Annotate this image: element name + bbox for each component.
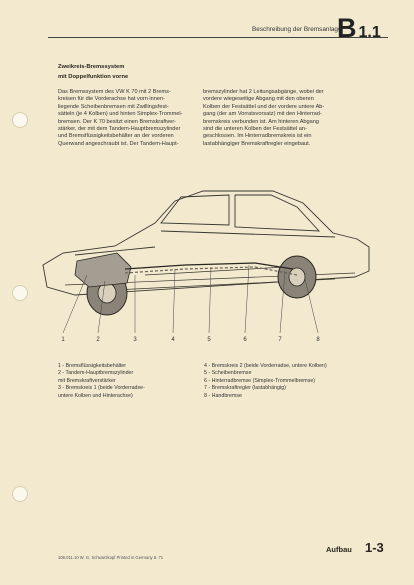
body-line: Das Bremssystem des VW K 70 mit 2 Brems- <box>58 89 171 95</box>
callout-number: 4 <box>171 337 175 343</box>
body-column-left <box>58 89 206 148</box>
rear-wheel <box>278 256 316 298</box>
callout-number: 1 <box>61 337 65 343</box>
legend-item: 2 - Tandem-Hauptbremszylinder <box>58 370 134 377</box>
body-line: lastabhängiger Bremskraftregler eingebaut. <box>203 140 311 147</box>
callout-number: 3 <box>133 337 137 343</box>
footer-title: Aufbau <box>326 545 352 554</box>
body-line: geschlossen. Im Hinterradbremskreis ist ein <box>203 133 312 140</box>
section-letter: B <box>337 13 357 43</box>
legend-right <box>204 363 327 400</box>
section-code <box>337 13 381 44</box>
legend-item: 5 - Scheibenbremse <box>204 370 252 377</box>
print-info: 108.011.10 W. G. Schwarzkopf Printed in Germany 8. 71 <box>58 555 164 560</box>
legend-item: 3 - Bremskreis 1 (beide Vorderradse- <box>58 385 145 392</box>
body-line: kreisen für die Vorderachse hat vorn innen- <box>58 96 165 103</box>
body-line: vordere wiegeseitige Abgang mit den oberen <box>203 96 314 103</box>
callout-number: 2 <box>96 337 100 343</box>
body-line: liegende Scheibenbremsen mit Zwillingsfest- <box>58 103 169 110</box>
callout-number: 5 <box>207 337 211 343</box>
punch-hole <box>12 112 28 128</box>
body-column-right <box>203 89 351 148</box>
body-line: bremskreis verbunden ist. Am hinteren Abgang <box>203 118 319 125</box>
page-number: 1-3 <box>365 540 384 555</box>
body-line: sätteln (je 4 Kolben) und hinten Simplex-Trommel- <box>58 111 183 118</box>
subtitle <box>58 62 128 82</box>
legend-item: untere Kolben und Hinterachse) <box>58 392 133 399</box>
body-line: gang (der am Vorratsvorsatz) mit den Hinterrad- <box>203 111 322 118</box>
callout-number: 7 <box>278 337 282 343</box>
callout-numbers <box>61 337 320 343</box>
subtitle-line: mit Doppelfunktion vorne <box>58 74 129 80</box>
body-line: sind die unteren Kolben der Festsättel an- <box>203 126 307 133</box>
legend-item: 1 - Bremsflüssigkeitsbehälter <box>58 363 127 369</box>
section-number: 1.1 <box>358 24 381 41</box>
body-line: Kolben der Festsättel und der vordere untere Ab- <box>203 103 325 110</box>
legend-item: 8 - Handbremse <box>204 392 242 399</box>
body-line: stärker, der mit dem Tandem-Hauptbremszylinder <box>58 126 181 133</box>
callout-number: 6 <box>243 337 247 343</box>
legend-left <box>58 363 145 400</box>
legend-item: 7 - Bremskraftregler (lastabhängig) <box>204 385 286 392</box>
car-brake-system-illustration <box>35 183 375 343</box>
engine-block <box>75 253 131 287</box>
legend-item: 4 - Bremskreis 2 (beide Vorderradse, untere Kolben) <box>204 363 327 369</box>
legend-item: 6 - Hinterradbremse (Simplex-Trommelbremse) <box>204 377 316 384</box>
subtitle-line: Zweikreis-Bremssystem <box>58 64 125 70</box>
section-description: Beschreibung der Bremsanlage <box>252 26 342 33</box>
punch-hole <box>12 285 28 301</box>
legend-item: mit Bremskraftverstärker <box>58 377 116 384</box>
body-line: Querwand angeschraubt ist. Der Tandem-Haupt- <box>58 140 179 147</box>
body-line: bremsen. Der K 70 besitzt einen Bremskraftver- <box>58 118 177 125</box>
body-line: bremszylinder hat 2 Leitungsabgänge, wobei der <box>203 89 324 95</box>
punch-hole <box>12 486 28 502</box>
body-line: und Bremsflüssigkeitsbehälter an der vorderen <box>58 133 174 140</box>
callout-number: 8 <box>316 337 320 343</box>
